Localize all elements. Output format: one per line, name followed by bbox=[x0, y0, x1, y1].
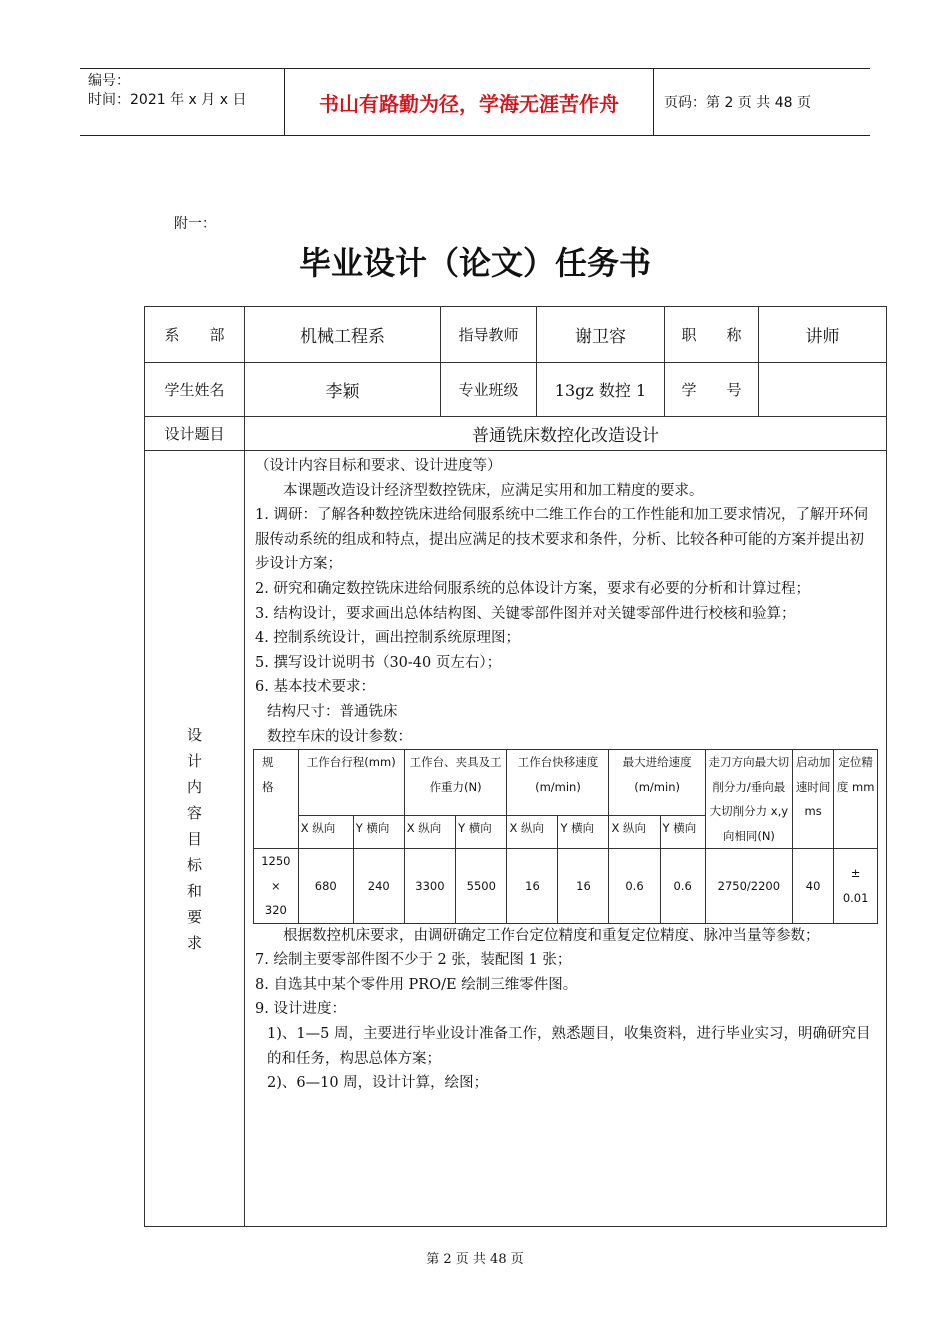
student-value: 李颖 bbox=[245, 363, 441, 417]
content-item-7: 7. 绘制主要零部件图不少于 2 张，装配图 1 张； bbox=[255, 952, 572, 969]
dept-label: 系 部 bbox=[145, 307, 245, 363]
content-item-2: 2. 研究和确定数控铣床进给伺服系统的总体设计方案，要求有必要的分析和计算过程； bbox=[255, 580, 810, 597]
param-header-rapid: 工作台快移速度(m/min) bbox=[507, 750, 609, 816]
content-schedule-2: 2)、6—10 周，设计计算，绘图； bbox=[267, 1075, 489, 1092]
task-table bbox=[144, 306, 887, 1227]
param-table bbox=[253, 749, 878, 924]
number-label: 编号： bbox=[88, 73, 130, 89]
id-value bbox=[759, 363, 887, 417]
advisor-value: 谢卫容 bbox=[537, 307, 665, 363]
rank-label: 职 称 bbox=[665, 307, 759, 363]
content-item-6: 6. 基本技术要求： bbox=[255, 679, 375, 696]
param-value-rapid-y: 16 bbox=[558, 849, 609, 924]
appendix-label: 附一： bbox=[174, 216, 216, 232]
param-header-travel: 工作台行程(mm) bbox=[298, 750, 404, 816]
content-label: 设计内容目标和要求 bbox=[145, 451, 245, 1227]
param-value-travel-y: 240 bbox=[353, 849, 404, 924]
param-header-accel: 启动加速时间 ms bbox=[792, 750, 833, 849]
param-value-accel: 40 bbox=[792, 849, 833, 924]
id-label: 学 号 bbox=[665, 363, 759, 417]
param-header-accuracy: 定位精度 mm bbox=[834, 750, 878, 849]
class-label: 专业班级 bbox=[441, 363, 537, 417]
param-value-spec: 1250 × 320 bbox=[254, 849, 299, 924]
param-sub-travel-y: Y 横向 bbox=[353, 815, 404, 848]
param-sub-feed-y: Y 横向 bbox=[660, 815, 705, 848]
class-value: 13gz 数控 1 bbox=[537, 363, 665, 417]
param-header-weight: 工作台、夹具及工作重力(N) bbox=[404, 750, 507, 816]
content-param-note: 根据数控机床要求，由调研确定工作台定位精度和重复定位精度、脉冲当量等参数； bbox=[283, 927, 820, 944]
content-item-8: 8. 自选其中某个零件用 PRO/E 绘制三维零件图。 bbox=[255, 976, 578, 993]
advisor-label: 指导教师 bbox=[441, 307, 537, 363]
content-item-4: 4. 控制系统设计，画出控制系统原理图； bbox=[255, 630, 520, 647]
page-footer: 第 2 页 共 48 页 bbox=[426, 1252, 524, 1267]
time-label: 时间：2021 年 x 月 x 日 bbox=[88, 92, 247, 108]
header-meta bbox=[80, 69, 280, 135]
param-value-travel-x: 680 bbox=[298, 849, 353, 924]
param-value-weight-y: 5500 bbox=[456, 849, 507, 924]
param-sub-rapid-x: X 纵向 bbox=[507, 815, 558, 848]
param-sub-weight-x: X 纵向 bbox=[404, 815, 455, 848]
param-value-feed-y: 0.6 bbox=[660, 849, 705, 924]
rank-value: 讲师 bbox=[759, 307, 887, 363]
content-intro: 本课题改造设计经济型数控铣床，应满足实用和加工精度的要求。 bbox=[283, 482, 704, 499]
content-structure-size: 结构尺寸：普通铣床 bbox=[267, 703, 398, 720]
dept-value: 机械工程系 bbox=[245, 307, 441, 363]
header-motto: 书山有路勤为径，学海无涯苦作舟 bbox=[284, 69, 654, 135]
content-subtitle: （设计内容目标和要求、设计进度等） bbox=[255, 458, 502, 474]
topic-label: 设计题目 bbox=[145, 417, 245, 451]
param-value-feed-x: 0.6 bbox=[609, 849, 660, 924]
param-sub-rapid-y: Y 横向 bbox=[558, 815, 609, 848]
param-sub-travel-x: X 纵向 bbox=[298, 815, 353, 848]
content-item-9: 9. 设计进度： bbox=[255, 1001, 346, 1018]
param-value-rapid-x: 16 bbox=[507, 849, 558, 924]
content-item-5: 5. 撰写设计说明书（30-40 页左右）； bbox=[255, 654, 502, 671]
student-label: 学生姓名 bbox=[145, 363, 245, 417]
param-header-feed: 最大进给速度(m/min) bbox=[609, 750, 705, 816]
param-header-force: 走刀方向最大切削分力/垂向最大切削分力 x,y 向相同(N) bbox=[705, 750, 792, 849]
content-param-caption: 数控车床的设计参数： bbox=[267, 728, 412, 745]
param-value-weight-x: 3300 bbox=[404, 849, 455, 924]
param-value-force: 2750/2200 bbox=[705, 849, 792, 924]
param-header-spec: 规格 bbox=[254, 750, 299, 849]
page-header bbox=[80, 68, 870, 136]
param-sub-feed-x: X 纵向 bbox=[609, 815, 660, 848]
document-title: 毕业设计（论文）任务书 bbox=[298, 244, 651, 282]
param-sub-weight-y: Y 横向 bbox=[456, 815, 507, 848]
content-body bbox=[245, 451, 887, 1227]
content-item-1: 1. 调研：了解各种数控铣床进给伺服系统中二维工作台的工作性能和加工要求情况，了解开环伺服传动系统的组成和特点，提出应满足的技术要求和条件，分析、比较各种可能的方案并提出初步设计方案； bbox=[255, 507, 868, 573]
content-item-3: 3. 结构设计，要求画出总体结构图、关键零部件图并对关键零部件进行校核和验算； bbox=[255, 605, 796, 622]
header-page-label: 页码：第 2 页 共 48 页 bbox=[664, 95, 811, 111]
content-schedule-1: 1)、1—5 周，主要进行毕业设计准备工作，熟悉题目，收集资料，进行毕业实习，明确研究目的和任务，构思总体方案； bbox=[267, 1026, 871, 1067]
topic-value: 普通铣床数控化改造设计 bbox=[245, 417, 887, 451]
param-value-accuracy: ± 0.01 bbox=[834, 849, 878, 924]
